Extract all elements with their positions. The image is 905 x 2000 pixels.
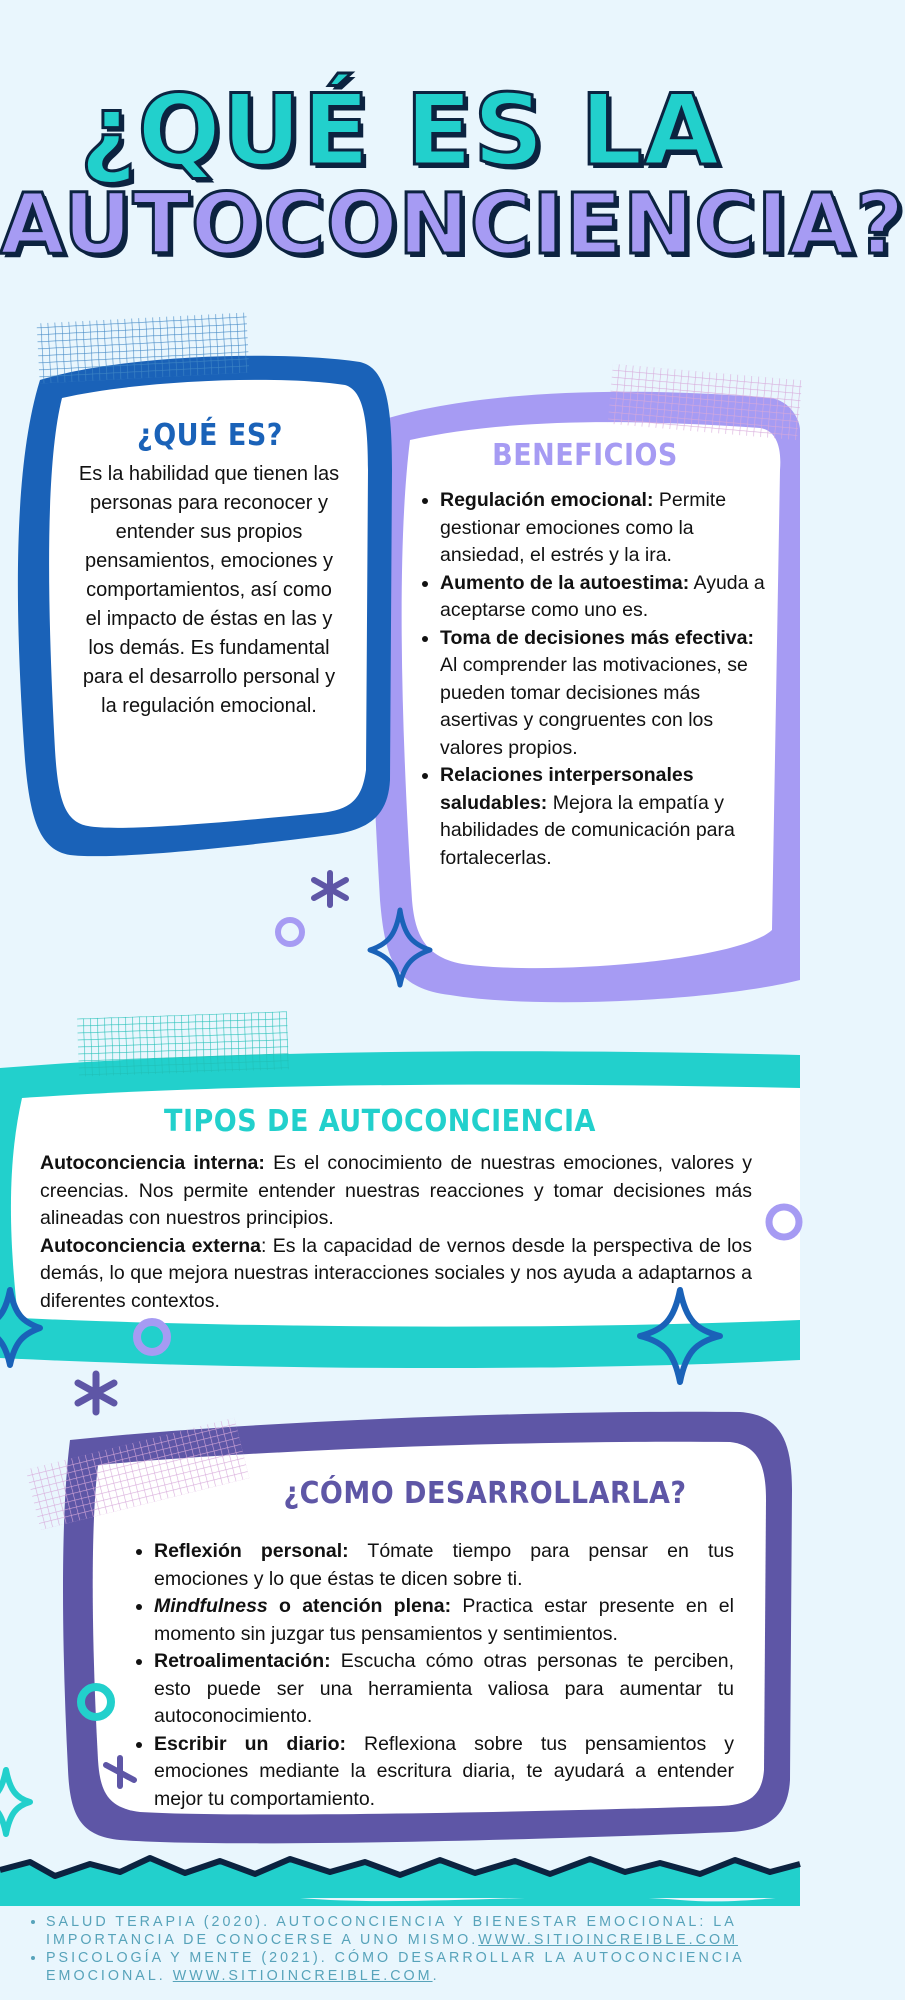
como-list <box>132 1538 734 1813</box>
asterisk-decoration <box>314 873 346 905</box>
page-title-line2: AUTOCONCIENCIA? <box>0 175 905 273</box>
como-item: • Escribir un diario: Reflexiona sobre tus pensamientos y emociones mediante la escritura diaria, te ayudará a entender mejor tu comportamiento. <box>154 1731 734 1814</box>
como-item: • Mindfulness o atención plena: Practica estar presente en el momento sin juzgar tus pensamientos y sentimientos. <box>154 1593 734 1648</box>
que-es-text: Es la habilidad que tienen las personas para reconocer y entender sus propios pensamientos, emociones y comportamientos, así como el impacto de éstas en las y los demás. Es fundamental para el desarrollo personal y la regulación emocional. <box>78 463 340 717</box>
beneficio-item: • Relaciones interpersonales saludables: Mejora la empatía y habilidades de comunicación para fortalecerlas. <box>440 762 766 872</box>
que-es-heading: ¿QUÉ ES? <box>137 418 283 453</box>
reference-link[interactable]: WWW.SITIOINCREIBLE.COM <box>478 1932 739 1948</box>
washi-tape-teal <box>77 1011 289 1076</box>
reference-link[interactable]: WWW.SITIOINCREIBLE.COM <box>172 1968 433 1984</box>
washi-tape-blue <box>37 313 250 384</box>
como-item: • Reflexión personal: Tómate tiempo para pensar en tus emociones y lo que éstas te dicen sobre ti. <box>154 1538 734 1593</box>
beneficios-heading: BENEFICIOS <box>492 438 678 473</box>
como-heading: ¿CÓMO DESARROLLARLA? <box>283 1476 687 1511</box>
tipos-interna: Autoconciencia interna: Es el conocimiento de nuestras emociones, valores y creencias. Nos permite entender nuestras reacciones y tomar decisiones más alineadas con nuestros principios. <box>40 1152 752 1229</box>
references <box>36 1913 781 1985</box>
ring-decoration <box>278 920 302 944</box>
asterisk-decoration-2 <box>78 1374 114 1412</box>
sparkle-star-icon-4 <box>0 1770 30 1834</box>
tipos-externa: Autoconciencia externa: Es la capacidad de vernos desde la perspectiva de los demás, lo que mejora nuestras interacciones sociales y nos ayuda a adaptarnos a diferentes contextos. <box>40 1234 753 1312</box>
beneficios-list <box>418 487 766 872</box>
beneficio-item: • Aumento de la autoestima: Ayuda a aceptarse como uno es. <box>440 570 766 625</box>
reference-item: • SALUD TERAPIA (2020). AUTOCONCIENCIA Y BIENESTAR EMOCIONAL: LA IMPORTANCIA DE CONOCERSE A UNO MISMO.WWW.SITIOINCREIBLE.COM <box>46 1913 781 1949</box>
como-item: • Retroalimentación: Escucha cómo otras personas te perciben, esto puede ser una herramienta valiosa para aumentar tu autoconocimiento. <box>154 1648 734 1731</box>
beneficio-item: • Regulación emocional: Permite gestionar emociones como la ansiedad, el estrés y la ira. <box>440 487 766 570</box>
beneficio-item: • Toma de decisiones más efectiva: Al comprender las motivaciones, se pueden tomar decisiones más asertivas y congruentes con los valores propios. <box>440 625 766 763</box>
tipos-text <box>40 1150 752 1315</box>
reference-item: • PSICOLOGÍA Y MENTE (2021). CÓMO DESARROLLAR LA AUTOCONCIENCIA EMOCIONAL. WWW.SITIOINCREIBLE.COM. <box>46 1949 781 1985</box>
tipos-heading: TIPOS DE AUTOCONCIENCIA <box>164 1104 596 1139</box>
page-title-line1: ¿QUÉ ES LA <box>79 74 721 188</box>
